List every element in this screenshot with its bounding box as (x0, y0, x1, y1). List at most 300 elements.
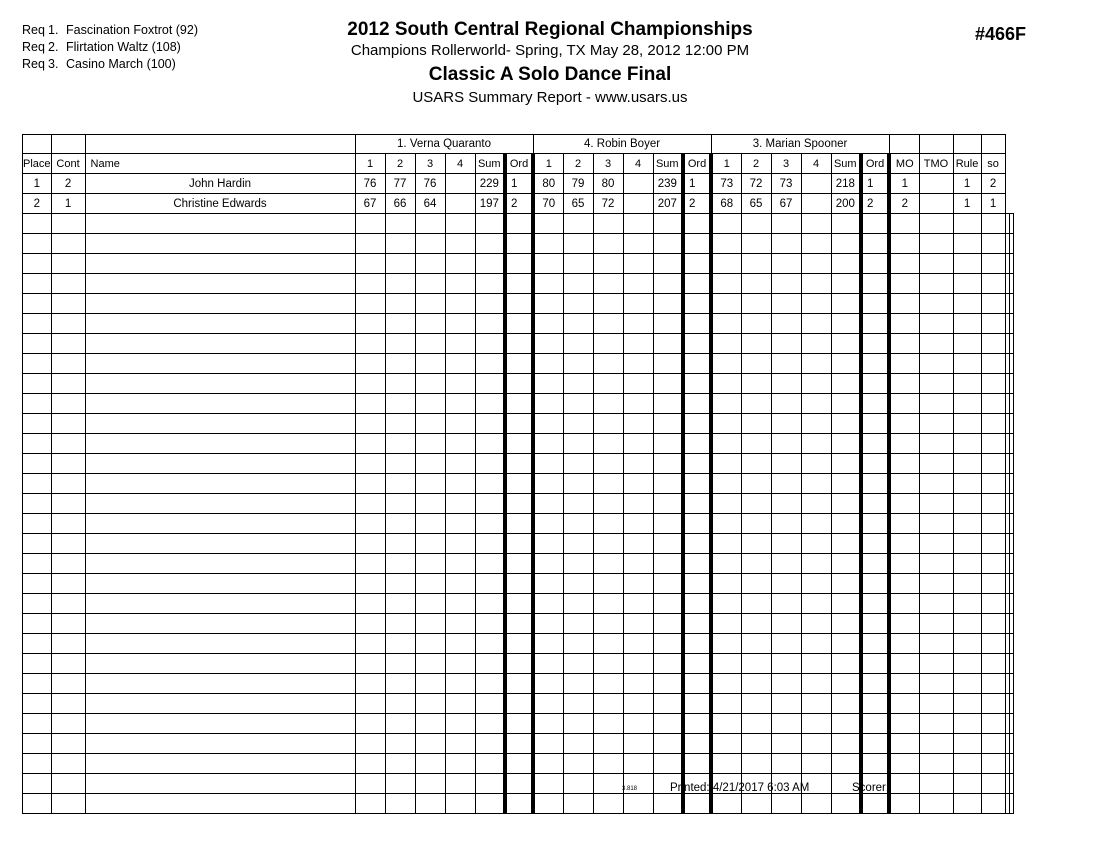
cell-empty (51, 554, 85, 574)
cell-empty (1009, 694, 1013, 714)
cell-empty (355, 654, 385, 674)
requirement-number: 1. (48, 23, 59, 37)
cell-empty (385, 574, 415, 594)
requirement-text: Casino March (100) (66, 57, 176, 71)
judge-2-name: 4. Robin Boyer (533, 135, 711, 154)
cell-empty (445, 634, 475, 654)
cell-empty (85, 614, 355, 634)
cell-j1-score-2: 66 (385, 194, 415, 214)
cell-empty (683, 734, 711, 754)
cell-empty (861, 374, 889, 394)
cell-empty (953, 694, 981, 714)
cell-empty (831, 434, 861, 454)
cell-j3-sum: 218 (831, 174, 861, 194)
cell-empty (51, 654, 85, 674)
cell-empty (741, 454, 771, 474)
cell-empty (593, 614, 623, 634)
cell-empty (919, 214, 953, 234)
cell-empty (741, 434, 771, 454)
cell-empty (475, 714, 505, 734)
cell-empty (85, 754, 355, 774)
cell-empty (593, 714, 623, 734)
cell-empty (593, 554, 623, 574)
cell-empty (385, 494, 415, 514)
cell-empty (23, 434, 52, 454)
cell-empty (741, 214, 771, 234)
cell-empty (23, 654, 52, 674)
cell-empty (889, 734, 919, 754)
cell-empty (919, 754, 953, 774)
cell-empty (831, 714, 861, 734)
header-place: Place (23, 154, 52, 174)
cell-empty (653, 354, 683, 374)
cell-empty (533, 414, 563, 434)
cell-empty (953, 254, 981, 274)
table-row-empty[interactable] (23, 634, 1014, 654)
cell-tmo (919, 194, 953, 214)
cell-empty (445, 614, 475, 634)
cell-empty (741, 674, 771, 694)
cell-empty (563, 274, 593, 294)
cell-empty (683, 494, 711, 514)
table-row-empty[interactable] (23, 234, 1014, 254)
cell-j2-sum: 207 (653, 194, 683, 214)
cell-empty (505, 214, 533, 234)
cell-empty (415, 714, 445, 734)
cell-empty (683, 574, 711, 594)
spacer-cell (51, 135, 85, 154)
cell-empty (683, 714, 711, 734)
cell-empty (831, 354, 861, 374)
spacer-cell (85, 135, 355, 154)
header-so: so (981, 154, 1005, 174)
cell-rule: 1 (953, 194, 981, 214)
table-row-empty[interactable] (23, 454, 1014, 474)
cell-empty (505, 454, 533, 474)
cell-empty (505, 534, 533, 554)
cell-empty (953, 534, 981, 554)
cell-empty (415, 234, 445, 254)
cell-empty (801, 674, 831, 694)
cell-empty (711, 654, 741, 674)
cell-empty (919, 574, 953, 594)
cell-j1-score-4 (445, 174, 475, 194)
cell-empty (85, 274, 355, 294)
cell-empty (23, 554, 52, 574)
cell-empty (23, 474, 52, 494)
cell-empty (831, 374, 861, 394)
cell-empty (51, 494, 85, 514)
cell-empty (415, 634, 445, 654)
cell-empty (85, 234, 355, 254)
cell-empty (919, 594, 953, 614)
cell-empty (623, 534, 653, 554)
cell-empty (563, 534, 593, 554)
cell-empty (505, 274, 533, 294)
cell-empty (475, 274, 505, 294)
cell-empty (683, 294, 711, 314)
cell-empty (741, 654, 771, 674)
cell-empty (385, 374, 415, 394)
cell-empty (653, 494, 683, 514)
cell-empty (711, 414, 741, 434)
cell-empty (653, 654, 683, 674)
cell-empty (505, 394, 533, 414)
table-row-empty[interactable] (23, 294, 1014, 314)
cell-empty (415, 734, 445, 754)
table-row[interactable] (23, 194, 1014, 214)
cell-empty (623, 574, 653, 594)
cell-name: John Hardin (85, 174, 355, 194)
table-row-empty[interactable] (23, 714, 1014, 734)
cell-empty (415, 674, 445, 694)
cell-empty (889, 274, 919, 294)
cell-empty (1009, 394, 1013, 414)
cell-empty (563, 674, 593, 694)
cell-empty (683, 394, 711, 414)
cell-empty (475, 254, 505, 274)
cell-empty (505, 294, 533, 314)
cell-empty (741, 314, 771, 334)
cell-empty (385, 674, 415, 694)
cell-empty (533, 514, 563, 534)
table-row-empty[interactable] (23, 594, 1014, 614)
cell-empty (533, 354, 563, 374)
cell-empty (653, 574, 683, 594)
table-row-empty[interactable] (23, 214, 1014, 234)
header-j3-dance-4: 4 (801, 154, 831, 174)
cell-j1-score-3: 76 (415, 174, 445, 194)
cell-empty (861, 394, 889, 414)
cell-empty (355, 414, 385, 434)
cell-empty (919, 334, 953, 354)
cell-empty (51, 754, 85, 774)
cell-empty (505, 234, 533, 254)
cell-empty (385, 434, 415, 454)
cell-empty (533, 334, 563, 354)
cell-empty (355, 734, 385, 754)
cell-empty (741, 734, 771, 754)
requirement-label: Req (22, 23, 45, 37)
cell-empty (919, 734, 953, 754)
cell-empty (593, 514, 623, 534)
cell-empty (831, 334, 861, 354)
cell-empty (23, 694, 52, 714)
cell-empty (475, 654, 505, 674)
cell-empty (831, 414, 861, 434)
cell-empty (861, 514, 889, 534)
cell-j3-score-2: 65 (741, 194, 771, 214)
cell-empty (445, 414, 475, 434)
cell-empty (385, 714, 415, 734)
judge-1-name: 1. Verna Quaranto (355, 135, 533, 154)
cell-empty (415, 474, 445, 494)
cell-empty (415, 414, 445, 434)
cell-empty (623, 274, 653, 294)
cell-empty (711, 214, 741, 234)
cell-empty (51, 614, 85, 634)
cell-empty (505, 494, 533, 514)
cell-empty (889, 654, 919, 674)
cell-empty (861, 674, 889, 694)
table-row-empty[interactable] (23, 314, 1014, 334)
cell-empty (23, 414, 52, 434)
cell-empty (861, 234, 889, 254)
header-tmo: TMO (919, 154, 953, 174)
requirement-label: Req (22, 57, 45, 71)
requirement-number: 3. (48, 57, 59, 71)
cell-empty (51, 354, 85, 374)
cell-empty (953, 494, 981, 514)
cell-empty (475, 414, 505, 434)
cell-empty (563, 414, 593, 434)
cell-empty (85, 494, 355, 514)
cell-empty (623, 474, 653, 494)
cell-j3-ord: 2 (861, 194, 889, 214)
table-row-empty[interactable] (23, 554, 1014, 574)
cell-empty (861, 494, 889, 514)
cell-empty (831, 274, 861, 294)
cell-empty (85, 514, 355, 534)
table-row-empty[interactable] (23, 514, 1014, 534)
cell-empty (85, 414, 355, 434)
cell-empty (85, 434, 355, 454)
cell-empty (51, 534, 85, 554)
cell-empty (953, 654, 981, 674)
table-row-empty[interactable] (23, 414, 1014, 434)
table-row-empty[interactable] (23, 674, 1014, 694)
cell-empty (889, 714, 919, 734)
cell-empty (861, 574, 889, 594)
cell-empty (653, 414, 683, 434)
cell-empty (355, 274, 385, 294)
cell-empty (861, 554, 889, 574)
cell-empty (771, 654, 801, 674)
cell-empty (445, 754, 475, 774)
cell-empty (919, 454, 953, 474)
cell-empty (593, 354, 623, 374)
cell-empty (831, 614, 861, 634)
cell-empty (533, 614, 563, 634)
cell-empty (445, 654, 475, 674)
report-header (0, 18, 1100, 109)
cell-empty (23, 294, 52, 314)
cell-empty (981, 534, 1005, 554)
cell-empty (355, 634, 385, 654)
cell-empty (355, 614, 385, 634)
spacer-cell (919, 135, 953, 154)
cell-empty (831, 634, 861, 654)
cell-empty (981, 654, 1005, 674)
cell-empty (355, 334, 385, 354)
cell-j2-score-2: 65 (563, 194, 593, 214)
cell-empty (741, 414, 771, 434)
cell-empty (533, 474, 563, 494)
table-row-empty[interactable] (23, 394, 1014, 414)
cell-empty (593, 654, 623, 674)
event-title: Classic A Solo Dance Final (428, 64, 672, 85)
cell-empty (919, 394, 953, 414)
cell-empty (711, 614, 741, 634)
cell-empty (533, 494, 563, 514)
cell-empty (831, 594, 861, 614)
results-table (22, 134, 1014, 814)
cell-empty (385, 634, 415, 654)
cell-empty (771, 674, 801, 694)
cell-empty (445, 494, 475, 514)
header-j1-ord: Ord (505, 154, 533, 174)
cell-empty (653, 634, 683, 654)
cell-empty (623, 754, 653, 774)
cell-empty (445, 354, 475, 374)
cell-empty (593, 234, 623, 254)
cell-empty (981, 634, 1005, 654)
cell-empty (861, 694, 889, 714)
cell-empty (771, 534, 801, 554)
cell-empty (771, 454, 801, 474)
cell-empty (533, 534, 563, 554)
spacer-cell (889, 135, 919, 154)
header-j1-dance-4: 4 (445, 154, 475, 174)
cell-empty (771, 514, 801, 534)
cell-empty (85, 734, 355, 754)
cell-empty (533, 754, 563, 774)
cell-empty (771, 334, 801, 354)
cell-empty (1009, 634, 1013, 654)
cell-empty (771, 494, 801, 514)
cell-j3-sum: 200 (831, 194, 861, 214)
cell-empty (51, 394, 85, 414)
cell-empty (445, 274, 475, 294)
cell-empty (831, 674, 861, 694)
cell-j1-score-1: 76 (355, 174, 385, 194)
table-row-empty[interactable] (23, 274, 1014, 294)
judge-header-row (23, 135, 1014, 154)
cell-empty (1009, 654, 1013, 674)
cell-empty (475, 574, 505, 594)
cell-empty (505, 474, 533, 494)
cell-empty (355, 514, 385, 534)
cell-empty (415, 454, 445, 474)
cell-empty (623, 374, 653, 394)
cell-empty (385, 354, 415, 374)
cell-empty (563, 494, 593, 514)
cell-empty (741, 594, 771, 614)
cell-empty (653, 294, 683, 314)
table-row-empty[interactable] (23, 374, 1014, 394)
cell-empty (653, 454, 683, 474)
cell-empty (85, 634, 355, 654)
table-row-empty[interactable] (23, 474, 1014, 494)
cell-empty (623, 214, 653, 234)
cell-empty (23, 594, 52, 614)
cell-empty (1009, 214, 1013, 234)
table-row-empty[interactable] (23, 614, 1014, 634)
cell-empty (533, 714, 563, 734)
cell-empty (385, 614, 415, 634)
table-row-empty[interactable] (23, 574, 1014, 594)
header-j2-ord: Ord (683, 154, 711, 174)
table-row[interactable] (23, 174, 1014, 194)
cell-empty (771, 714, 801, 734)
table-row-empty[interactable] (23, 534, 1014, 554)
header-j3-ord: Ord (861, 154, 889, 174)
table-row-empty[interactable] (23, 354, 1014, 374)
cell-empty (445, 334, 475, 354)
cell-empty (563, 454, 593, 474)
cell-empty (51, 414, 85, 434)
cell-empty (889, 294, 919, 314)
cell-empty (475, 754, 505, 774)
table-row-empty[interactable] (23, 494, 1014, 514)
table-row-empty[interactable] (23, 734, 1014, 754)
cell-empty (683, 454, 711, 474)
table-row-empty[interactable] (23, 434, 1014, 454)
cell-empty (85, 354, 355, 374)
table-row-empty[interactable] (23, 654, 1014, 674)
header-j2-dance-3: 3 (593, 154, 623, 174)
cell-empty (23, 254, 52, 274)
table-row-empty[interactable] (23, 694, 1014, 714)
cell-empty (445, 474, 475, 494)
header-j1-dance-2: 2 (385, 154, 415, 174)
cell-empty (415, 354, 445, 374)
cell-empty (683, 414, 711, 434)
cell-empty (563, 474, 593, 494)
cell-empty (85, 294, 355, 314)
cell-empty (385, 214, 415, 234)
cell-mo: 2 (889, 194, 919, 214)
cell-empty (801, 454, 831, 474)
table-row-empty[interactable] (23, 254, 1014, 274)
cell-empty (831, 574, 861, 594)
cell-j1-sum: 229 (475, 174, 505, 194)
cell-empty (889, 694, 919, 714)
cell-j3-score-4 (801, 174, 831, 194)
cell-j1-score-1: 67 (355, 194, 385, 214)
cell-empty (415, 314, 445, 334)
spacer-cell (953, 135, 981, 154)
cell-empty (889, 214, 919, 234)
cell-empty (861, 734, 889, 754)
table-row-empty[interactable] (23, 334, 1014, 354)
cell-empty (801, 654, 831, 674)
header-j1-dance-3: 3 (415, 154, 445, 174)
cell-empty (475, 554, 505, 574)
cell-empty (889, 614, 919, 634)
cell-empty (385, 754, 415, 774)
header-name: Name (85, 154, 355, 174)
cell-empty (861, 634, 889, 654)
cell-empty (711, 394, 741, 414)
cell-empty (475, 394, 505, 414)
venue-datetime: Champions Rollerworld- Spring, TX May 28, 2012 12:00 PM (350, 42, 750, 59)
printed-timestamp: Printed: 4/21/2017 6:03 AM (670, 782, 810, 794)
cell-empty (385, 474, 415, 494)
cell-empty (475, 634, 505, 654)
cell-empty (85, 214, 355, 234)
cell-empty (683, 594, 711, 614)
cell-empty (889, 394, 919, 414)
cell-empty (445, 294, 475, 314)
table-row-empty[interactable] (23, 754, 1014, 774)
cell-empty (445, 534, 475, 554)
cell-empty (415, 494, 445, 514)
cell-empty (801, 334, 831, 354)
cell-empty (505, 314, 533, 334)
cell-empty (801, 214, 831, 234)
cell-empty (355, 674, 385, 694)
